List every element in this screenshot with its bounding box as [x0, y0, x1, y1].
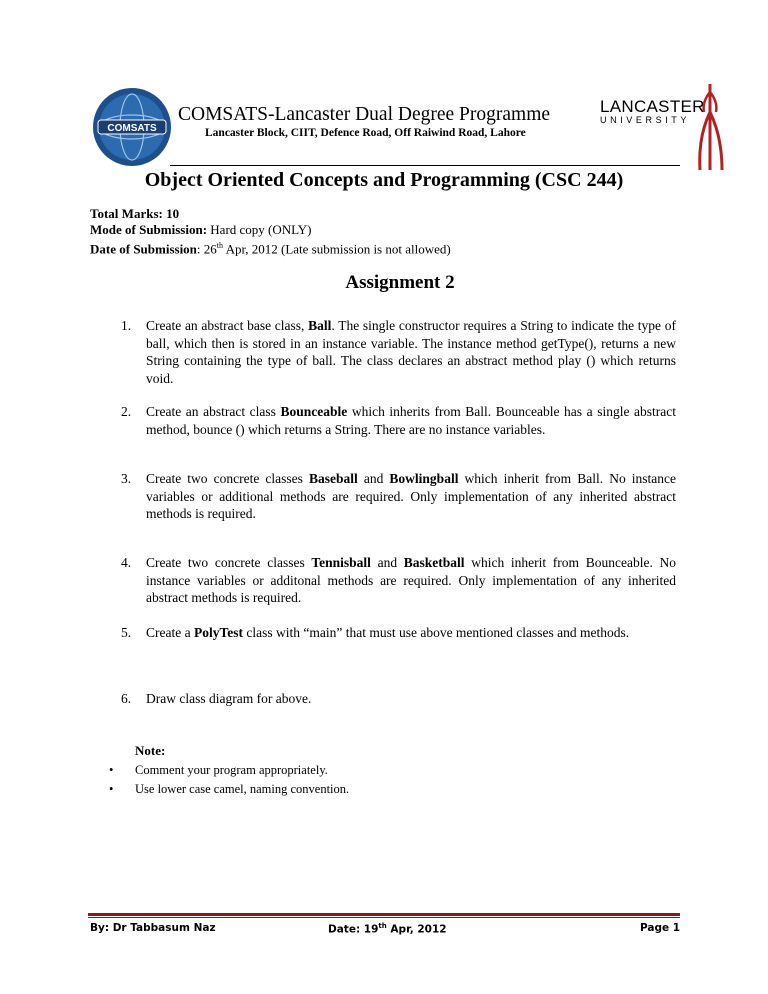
footer-page-number: Page 1	[640, 922, 681, 934]
question-number: 4.	[121, 555, 132, 570]
course-title: Object Oriented Concepts and Programming (CSC 244)	[144, 169, 624, 191]
comsats-logo	[92, 87, 172, 167]
footer-date-rest: Apr, 2012	[386, 923, 447, 936]
question-text: Create a	[146, 625, 194, 640]
question-text: which inherit from Bounceable. No instance variables or additonal methods are required. Only implementation of any inherited abstract methods is required.	[146, 555, 676, 605]
question-number: 5.	[121, 625, 132, 640]
lancaster-logo	[696, 82, 726, 172]
question-text: which inherits from Ball. Bounceable has a single abstract method, bounce () which returns a String. There are no instance variables.	[146, 404, 676, 437]
question-text: which inherit from Ball. No instance variables or additional methods are required. Only implementation of any inherited abstract methods is required.	[146, 471, 676, 521]
question-item	[121, 624, 676, 642]
note-item	[109, 763, 328, 778]
question-text: . The single constructor requires a String to indicate the type of ball, which then is stored in an instance variable. The instance method getType(), returns a new String containing the type of ball. The class declares an abstract method play () which returns void.	[146, 318, 676, 386]
footer-divider-thin	[88, 917, 680, 918]
question-text: Create two concrete classes	[146, 471, 309, 486]
submission-date-label: Date of Submission	[90, 241, 197, 257]
question-item	[121, 554, 676, 607]
question-text: Create two concrete classes	[146, 555, 312, 570]
note-item-text: Comment your program appropriately.	[135, 763, 328, 777]
submission-date-rest: Apr, 2012 (Late submission is not allowed)	[223, 241, 451, 257]
comsats-logo-text: COMSATS	[107, 123, 157, 134]
submission-info	[90, 206, 451, 257]
submission-mode-line	[90, 222, 451, 238]
question-text: and	[370, 555, 404, 570]
question-keyword: Baseball	[309, 471, 358, 486]
question-keyword: PolyTest	[193, 625, 243, 640]
bullet-icon: •	[109, 782, 114, 796]
footer-divider	[88, 913, 680, 916]
footer-author: By: Dr Tabbasum Naz	[90, 922, 216, 934]
submission-date-suffix: th	[216, 241, 224, 250]
question-number: 3.	[121, 471, 132, 486]
footer-date-prefix: Date: 19	[328, 923, 379, 936]
submission-mode-label: Mode of Submission:	[90, 222, 208, 237]
question-item	[121, 403, 676, 438]
submission-date-line	[90, 238, 451, 257]
question-keyword: Ball	[308, 318, 332, 333]
question-item	[121, 317, 676, 387]
footer-date-suffix: th	[378, 922, 387, 930]
total-marks-value: 10	[166, 206, 180, 221]
question-keyword: Tennisball	[311, 555, 371, 570]
question-keyword: Bounceable	[280, 404, 348, 419]
question-item	[121, 690, 676, 708]
programme-address: Lancaster Block, CIIT, Defence Road, Off Raiwind Road, Lahore	[205, 127, 526, 139]
question-item	[121, 470, 676, 523]
question-number: 6.	[121, 691, 132, 706]
lancaster-university-text: UNIVERSITY	[600, 115, 691, 125]
question-text: class with “main” that must use above mentioned classes and methods.	[242, 625, 630, 640]
bullet-icon: •	[109, 763, 114, 777]
question-keyword: Bowlingball	[389, 471, 459, 486]
total-marks-line	[90, 206, 451, 222]
total-marks-label: Total Marks:	[90, 206, 163, 221]
note-item	[109, 782, 350, 797]
footer-date	[328, 922, 447, 936]
programme-title: COMSATS-Lancaster Dual Degree Programme	[178, 104, 551, 125]
question-text: Create an abstract class	[146, 404, 281, 419]
note-heading: Note:	[135, 743, 166, 758]
question-text: Draw class diagram for above.	[146, 691, 312, 706]
question-text: and	[357, 471, 390, 486]
assignment-title: Assignment 2	[345, 272, 455, 293]
question-number: 2.	[121, 404, 132, 419]
note-item-text: Use lower case camel, naming convention.	[135, 782, 350, 796]
question-number: 1.	[121, 318, 132, 333]
lancaster-wordmark: LANCASTER	[600, 97, 705, 116]
question-text: Create an abstract base class,	[146, 318, 309, 333]
submission-mode-value: Hard copy (ONLY)	[210, 222, 312, 237]
submission-date-value: : 26	[196, 241, 217, 257]
header-divider	[170, 165, 680, 166]
question-keyword: Basketball	[403, 555, 465, 570]
